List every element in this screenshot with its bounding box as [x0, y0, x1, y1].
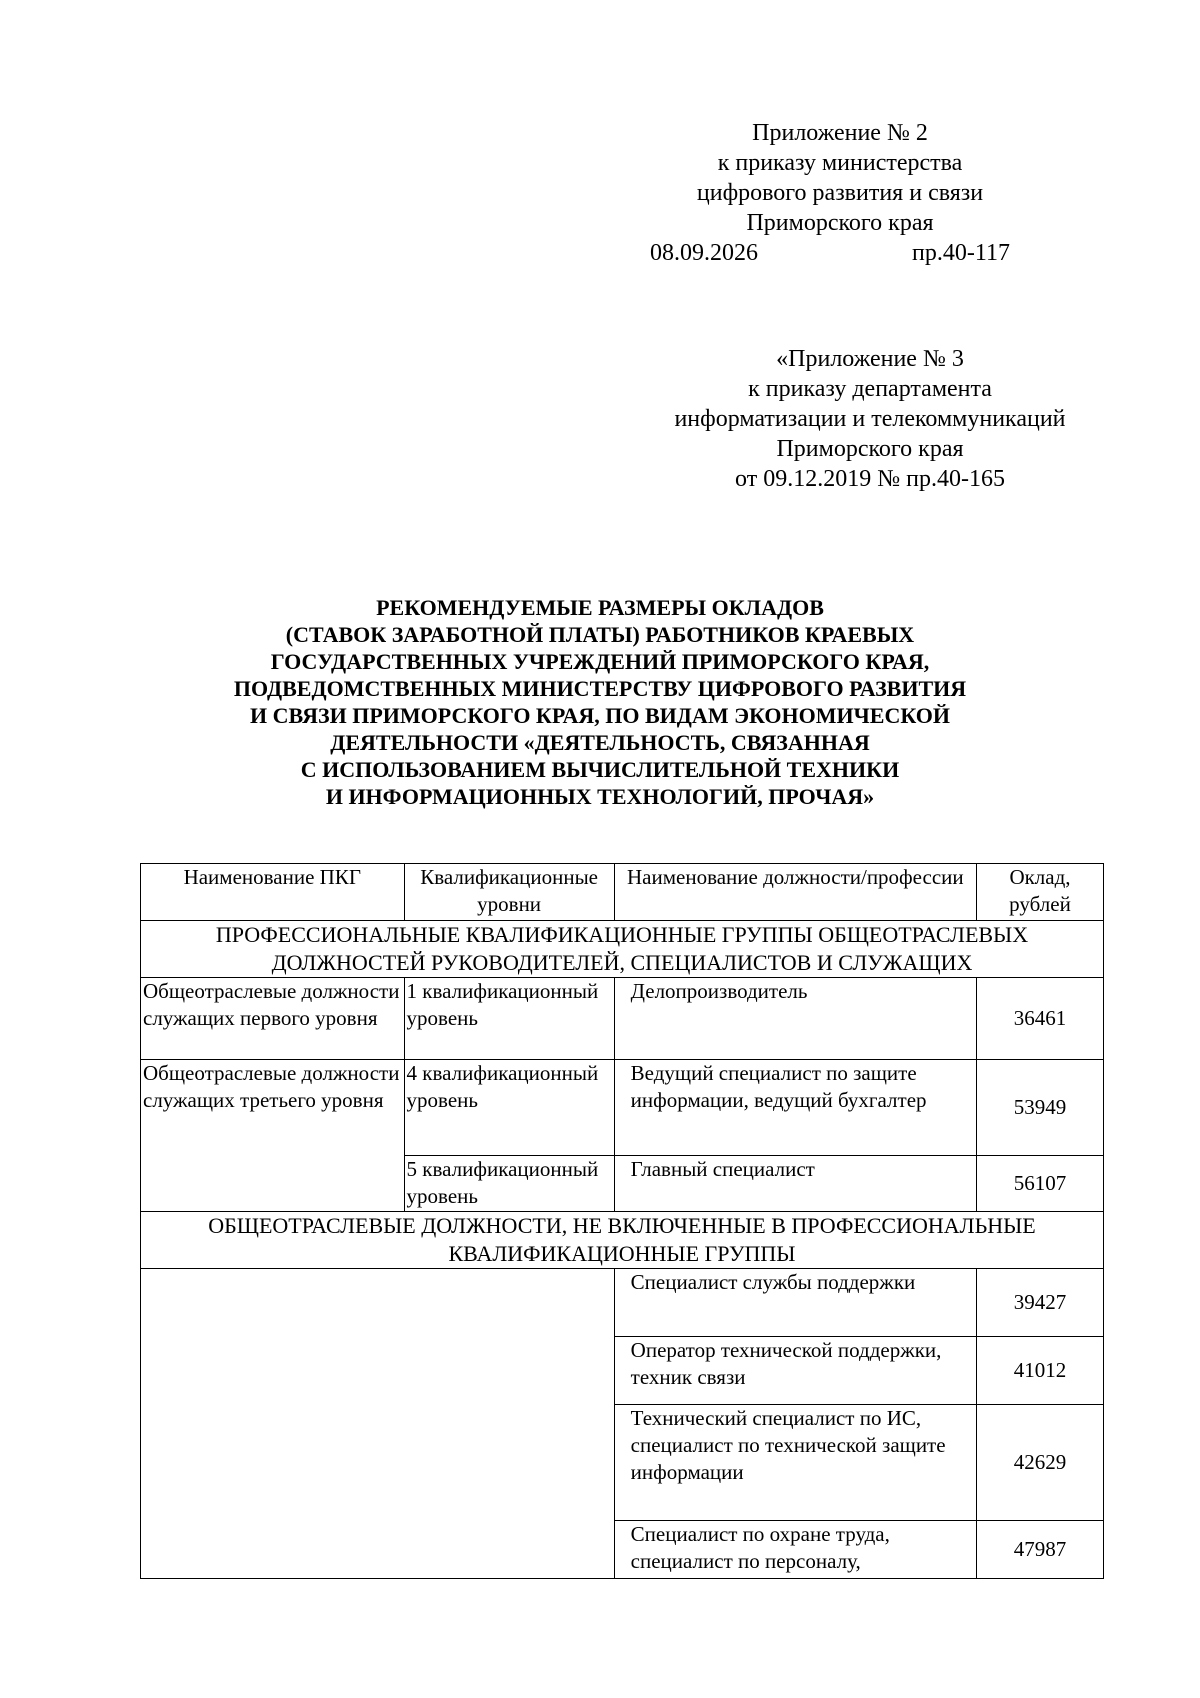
salary-cell: 41012	[977, 1337, 1104, 1405]
salary-cell: 47987	[977, 1521, 1104, 1579]
table-row	[141, 978, 1104, 1060]
appendix-3-line5: от 09.12.2019 № пр.40-165	[735, 466, 1005, 492]
title-line6: ДЕЯТЕЛЬНОСТИ «ДЕЯТЕЛЬНОСТЬ, СВЯЗАННАЯ	[330, 730, 870, 755]
salary-cell: 36461	[977, 978, 1104, 1060]
header-position: Наименование должности/профессии	[614, 864, 976, 921]
appendix-2-header	[640, 118, 1040, 268]
position-cell: Технический специалист по ИС, специалист по технической защите информации	[614, 1405, 976, 1521]
section-1-title: ПРОФЕССИОНАЛЬНЫЕ КВАЛИФИКАЦИОННЫЕ ГРУППЫ ОБЩЕОТРАСЛЕВЫХ ДОЛЖНОСТЕЙ РУКОВОДИТЕЛЕЙ, СПЕЦИАЛИСТОВ И СЛУЖАЩИХ	[141, 921, 1104, 978]
pkg-cell: Общеотраслевые должности служащих первого уровня	[141, 978, 405, 1060]
appendix-2-line1: Приложение № 2	[752, 120, 928, 146]
title-line1: РЕКОМЕНДУЕМЫЕ РАЗМЕРЫ ОКЛАДОВ	[376, 595, 824, 620]
section-row	[141, 1212, 1104, 1269]
title-line4: ПОДВЕДОМСТВЕННЫХ МИНИСТЕРСТВУ ЦИФРОВОГО РАЗВИТИЯ	[233, 676, 967, 701]
document-title	[160, 594, 1040, 810]
appendix-2-dateline	[650, 238, 1010, 268]
position-cell: Ведущий специалист по защите информации, ведущий бухгалтер	[614, 1060, 976, 1156]
pkg-cell: Общеотраслевые должности служащих третьего уровня	[141, 1060, 405, 1212]
order-number: пр.40-117	[912, 240, 1010, 266]
position-cell: Оператор технической поддержки, техник связи	[614, 1337, 976, 1405]
appendix-2-line4: Приморского края	[746, 210, 934, 236]
appendix-3-line2: к приказу департамента	[748, 376, 992, 402]
header-pkg: Наименование ПКГ	[141, 864, 405, 921]
header-levels: Квалификационные уровни	[404, 864, 614, 921]
salary-cell: 56107	[977, 1156, 1104, 1212]
appendix-3-line4: Приморского края	[776, 436, 964, 462]
salary-cell: 53949	[977, 1060, 1104, 1156]
empty-pkg-cell	[141, 1269, 615, 1579]
title-line8: И ИНФОРМАЦИОННЫХ ТЕХНОЛОГИЙ, ПРОЧАЯ»	[325, 784, 875, 809]
header-salary: Оклад, рублей	[977, 864, 1104, 921]
title-line3: ГОСУДАРСТВЕННЫХ УЧРЕЖДЕНИЙ ПРИМОРСКОГО КРАЯ,	[270, 649, 930, 674]
level-cell: 4 квалификационный уровень	[404, 1060, 614, 1156]
table-row	[141, 1269, 1104, 1337]
title-line7: С ИСПОЛЬЗОВАНИЕМ ВЫЧИСЛИТЕЛЬНОЙ ТЕХНИКИ	[300, 757, 900, 782]
table-header-row	[141, 864, 1104, 921]
title-line5: И СВЯЗИ ПРИМОРСКОГО КРАЯ, ПО ВИДАМ ЭКОНОМИЧЕСКОЙ	[250, 703, 950, 728]
appendix-3-header	[630, 344, 1110, 494]
position-cell: Главный специалист	[614, 1156, 976, 1212]
order-date: 08.09.2026	[650, 240, 758, 266]
salary-cell: 39427	[977, 1269, 1104, 1337]
appendix-2-line2: к приказу министерства	[717, 150, 963, 176]
section-2-title: ОБЩЕОТРАСЛЕВЫЕ ДОЛЖНОСТИ, НЕ ВКЛЮЧЕННЫЕ В ПРОФЕССИОНАЛЬНЫЕ КВАЛИФИКАЦИОННЫЕ ГРУППЫ	[141, 1212, 1104, 1269]
position-cell: Специалист по охране труда, специалист по персоналу,	[614, 1521, 976, 1579]
position-cell: Делопроизводитель	[614, 978, 976, 1060]
table-row	[141, 1060, 1104, 1156]
level-cell: 5 квалификационный уровень	[404, 1156, 614, 1212]
salary-table	[140, 863, 1104, 1579]
section-row	[141, 921, 1104, 978]
position-cell: Специалист службы поддержки	[614, 1269, 976, 1337]
appendix-3-line3: информатизации и телекоммуникаций	[674, 406, 1066, 432]
level-cell: 1 квалификационный уровень	[404, 978, 614, 1060]
appendix-2-line3: цифрового развития и связи	[696, 180, 984, 206]
appendix-3-line1: «Приложение № 3	[776, 346, 964, 372]
salary-cell: 42629	[977, 1405, 1104, 1521]
title-line2: (СТАВОК ЗАРАБОТНОЙ ПЛАТЫ) РАБОТНИКОВ КРАЕВЫХ	[285, 622, 915, 647]
